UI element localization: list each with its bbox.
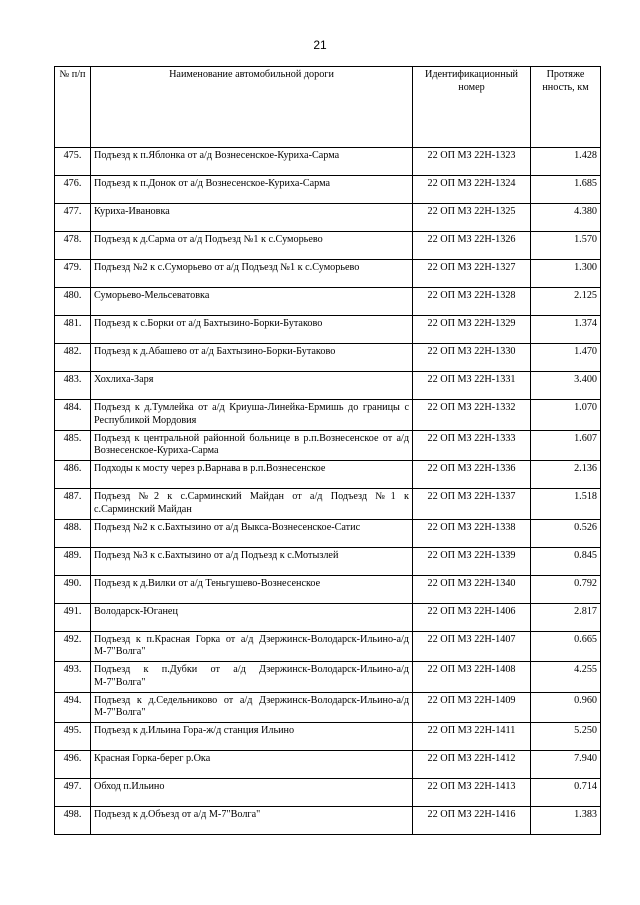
road-name: Подъезд №2 к с.Бахтызино от а/д Выкса-Вознесенское-Сатис — [91, 519, 413, 547]
table-row — [55, 430, 601, 461]
row-number: 479. — [55, 260, 91, 288]
header-id: Идентификационный номер — [413, 67, 531, 148]
road-id: 22 ОП МЗ 22Н-1332 — [413, 400, 531, 431]
road-name: Подъезд к п.Красная Горка от а/д Дзержинск-Володарск-Ильино-а/д М-7"Волга" — [91, 631, 413, 662]
road-id: 22 ОП МЗ 22Н-1413 — [413, 779, 531, 807]
road-length: 5.250 — [531, 723, 601, 751]
road-name: Подъезд к п.Дубки от а/д Дзержинск-Володарск-Ильино-а/д М-7"Волга" — [91, 662, 413, 693]
table-row — [55, 148, 601, 176]
header-name: Наименование автомобильной дороги — [91, 67, 413, 148]
table-row — [55, 723, 601, 751]
road-name: Подъезд к д.Сарма от а/д Подъезд №1 к с.Суморьево — [91, 232, 413, 260]
row-number: 477. — [55, 204, 91, 232]
table-row — [55, 232, 601, 260]
road-name: Подъезд к д.Тумлейка от а/д Криуша-Линейка-Ермишь до границы с Республикой Мордовия — [91, 400, 413, 431]
table-row — [55, 176, 601, 204]
road-length: 1.570 — [531, 232, 601, 260]
road-length: 1.300 — [531, 260, 601, 288]
road-length: 1.607 — [531, 430, 601, 461]
table-row — [55, 807, 601, 835]
table-row — [55, 372, 601, 400]
row-number: 484. — [55, 400, 91, 431]
road-id: 22 ОП МЗ 22Н-1329 — [413, 316, 531, 344]
table-row — [55, 288, 601, 316]
row-number: 492. — [55, 631, 91, 662]
road-id: 22 ОП МЗ 22Н-1326 — [413, 232, 531, 260]
road-name: Подъезд к центральной районной больнице в р.п.Вознесенское от а/д Вознесенское-Куриха-Сарма — [91, 430, 413, 461]
road-length: 4.255 — [531, 662, 601, 693]
row-number: 483. — [55, 372, 91, 400]
road-length: 0.845 — [531, 547, 601, 575]
header-length: Протяже нность, км — [531, 67, 601, 148]
road-name: Подъезд к п.Донок от а/д Вознесенское-Куриха-Сарма — [91, 176, 413, 204]
road-name: Подъезд к с.Борки от а/д Бахтызино-Борки-Бутаково — [91, 316, 413, 344]
row-number: 480. — [55, 288, 91, 316]
road-length: 2.125 — [531, 288, 601, 316]
row-number: 489. — [55, 547, 91, 575]
row-number: 482. — [55, 344, 91, 372]
table-row — [55, 489, 601, 520]
table-row — [55, 547, 601, 575]
road-id: 22 ОП МЗ 22Н-1327 — [413, 260, 531, 288]
table-row — [55, 575, 601, 603]
table-row — [55, 692, 601, 723]
road-id: 22 ОП МЗ 22Н-1323 — [413, 148, 531, 176]
table-row — [55, 461, 601, 489]
road-name: Суморьево-Мельсеватовка — [91, 288, 413, 316]
road-name: Красная Горка-берег р.Ока — [91, 751, 413, 779]
road-length: 2.136 — [531, 461, 601, 489]
table-row — [55, 400, 601, 431]
road-length: 0.960 — [531, 692, 601, 723]
road-id: 22 ОП МЗ 22Н-1331 — [413, 372, 531, 400]
row-number: 495. — [55, 723, 91, 751]
road-id: 22 ОП МЗ 22Н-1336 — [413, 461, 531, 489]
road-id: 22 ОП МЗ 22Н-1337 — [413, 489, 531, 520]
road-id: 22 ОП МЗ 22Н-1339 — [413, 547, 531, 575]
road-id: 22 ОП МЗ 22Н-1416 — [413, 807, 531, 835]
table-row — [55, 204, 601, 232]
road-id: 22 ОП МЗ 22Н-1409 — [413, 692, 531, 723]
road-length: 0.526 — [531, 519, 601, 547]
road-length: 1.470 — [531, 344, 601, 372]
table-row — [55, 662, 601, 693]
road-length: 1.518 — [531, 489, 601, 520]
road-name: Обход п.Ильино — [91, 779, 413, 807]
road-name: Подходы к мосту через р.Варнава в р.п.Вознесенское — [91, 461, 413, 489]
road-name: Подъезд №2 к с.Суморьево от а/д Подъезд №1 к с.Суморьево — [91, 260, 413, 288]
road-length: 1.428 — [531, 148, 601, 176]
road-id: 22 ОП МЗ 22Н-1325 — [413, 204, 531, 232]
road-name: Подъезд к д.Объезд от а/д М-7"Волга" — [91, 807, 413, 835]
road-name: Куриха-Ивановка — [91, 204, 413, 232]
row-number: 497. — [55, 779, 91, 807]
row-number: 490. — [55, 575, 91, 603]
road-name: Подъезд к п.Яблонка от а/д Вознесенское-Куриха-Сарма — [91, 148, 413, 176]
table-header-row — [55, 67, 601, 148]
row-number: 485. — [55, 430, 91, 461]
row-number: 487. — [55, 489, 91, 520]
road-length: 0.714 — [531, 779, 601, 807]
road-id: 22 ОП МЗ 22Н-1324 — [413, 176, 531, 204]
road-length: 0.665 — [531, 631, 601, 662]
table-row — [55, 779, 601, 807]
road-length: 7.940 — [531, 751, 601, 779]
row-number: 478. — [55, 232, 91, 260]
table-body — [55, 148, 601, 835]
row-number: 481. — [55, 316, 91, 344]
row-number: 476. — [55, 176, 91, 204]
road-id: 22 ОП МЗ 22Н-1330 — [413, 344, 531, 372]
table-row — [55, 751, 601, 779]
road-id: 22 ОП МЗ 22Н-1328 — [413, 288, 531, 316]
road-length: 0.792 — [531, 575, 601, 603]
road-id: 22 ОП МЗ 22Н-1406 — [413, 603, 531, 631]
road-id: 22 ОП МЗ 22Н-1408 — [413, 662, 531, 693]
road-length: 4.380 — [531, 204, 601, 232]
road-id: 22 ОП МЗ 22Н-1333 — [413, 430, 531, 461]
road-name: Подъезд к д.Ильина Гора-ж/д станция Ильино — [91, 723, 413, 751]
row-number: 493. — [55, 662, 91, 693]
table-row — [55, 631, 601, 662]
road-id: 22 ОП МЗ 22Н-1407 — [413, 631, 531, 662]
road-name: Володарск-Юганец — [91, 603, 413, 631]
road-length: 3.400 — [531, 372, 601, 400]
row-number: 498. — [55, 807, 91, 835]
road-id: 22 ОП МЗ 22Н-1340 — [413, 575, 531, 603]
road-length: 1.070 — [531, 400, 601, 431]
row-number: 475. — [55, 148, 91, 176]
road-name: Подъезд №2 к с.Сарминский Майдан от а/д Подъезд №1 к с.Сарминский Майдан — [91, 489, 413, 520]
header-num: № п/п — [55, 67, 91, 148]
road-length: 1.374 — [531, 316, 601, 344]
table-row — [55, 519, 601, 547]
row-number: 491. — [55, 603, 91, 631]
road-id: 22 ОП МЗ 22Н-1411 — [413, 723, 531, 751]
row-number: 486. — [55, 461, 91, 489]
table-row — [55, 260, 601, 288]
row-number: 488. — [55, 519, 91, 547]
page-number: 21 — [313, 38, 327, 52]
road-length: 2.817 — [531, 603, 601, 631]
road-name: Подъезд к д.Вилки от а/д Теньгушево-Вознесенское — [91, 575, 413, 603]
road-id: 22 ОП МЗ 22Н-1338 — [413, 519, 531, 547]
row-number: 494. — [55, 692, 91, 723]
row-number: 496. — [55, 751, 91, 779]
roads-table — [54, 66, 601, 835]
road-length: 1.383 — [531, 807, 601, 835]
road-id: 22 ОП МЗ 22Н-1412 — [413, 751, 531, 779]
road-name: Хохлиха-Заря — [91, 372, 413, 400]
road-name: Подъезд №3 к с.Бахтызино от а/д Подъезд к с.Мотызлей — [91, 547, 413, 575]
road-length: 1.685 — [531, 176, 601, 204]
table-row — [55, 603, 601, 631]
road-name: Подъезд к д.Седельниково от а/д Дзержинск-Володарск-Ильино-а/д М-7"Волга" — [91, 692, 413, 723]
road-name: Подъезд к д.Абашево от а/д Бахтызино-Борки-Бутаково — [91, 344, 413, 372]
table-row — [55, 316, 601, 344]
table-row — [55, 344, 601, 372]
